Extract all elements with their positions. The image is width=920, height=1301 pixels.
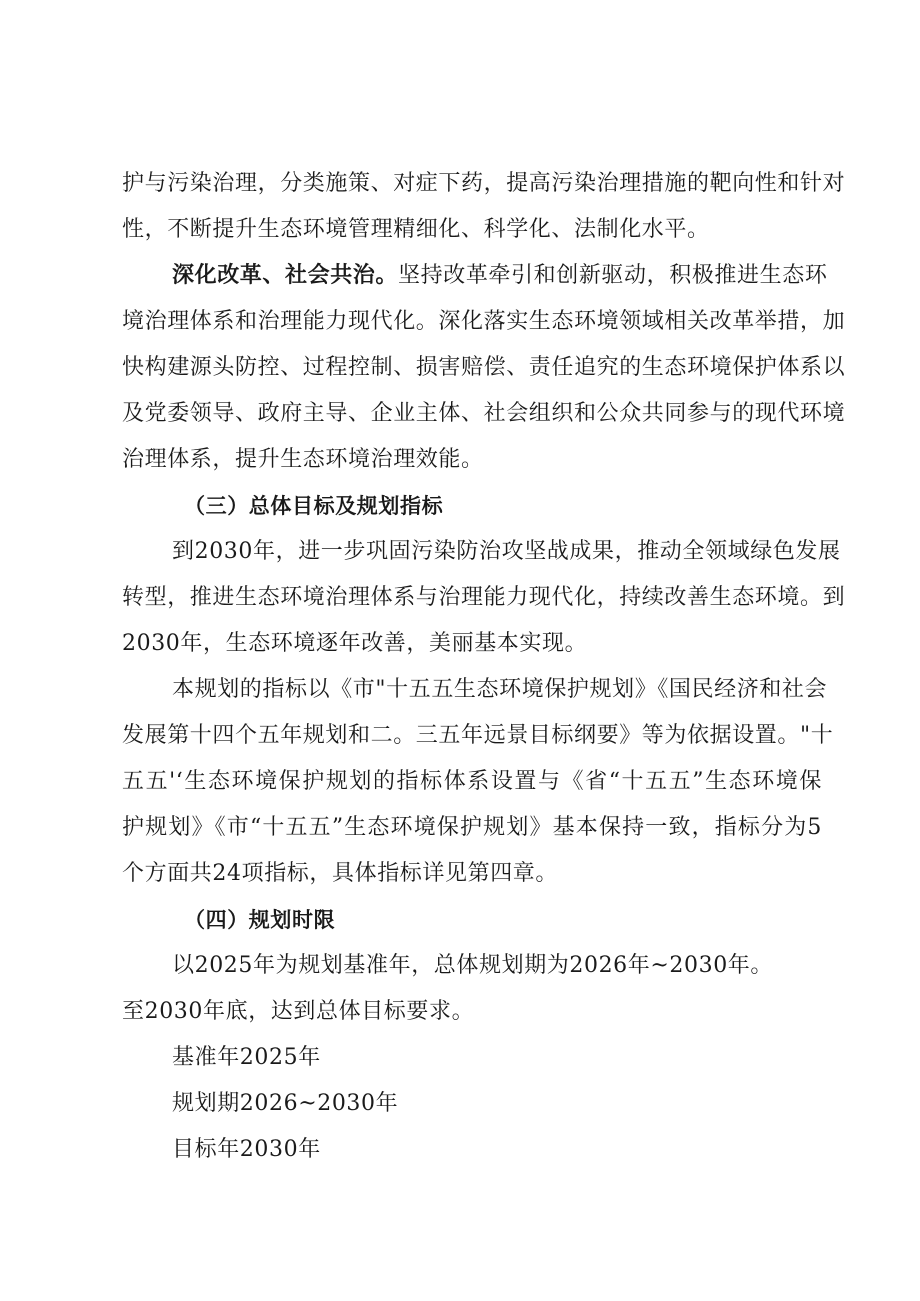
paragraph-line [172,262,828,290]
section-heading: （三）总体目标及规划指标 [184,494,444,518]
target-year: 目标年2030年 [172,1137,321,1162]
base-year: 基准年2025年 [172,1045,321,1070]
paragraph-line: 2030年，生态环境逐年改善，美丽基本实现。 [122,631,588,656]
section-heading: （四）规划时限 [184,908,336,932]
paragraph-line: 本规划的指标以《市"十五五生态环境保护规划》《国民经济和社会 [172,677,828,702]
paragraph-line: 个方面共24项指标，具体指标详见第四章。 [122,861,558,886]
paragraph-line: 到2030年，进一步巩固污染防治攻坚战成果，推动全领域绿色发展 [172,539,841,564]
paragraph-line: 护规划》《市“十五五”生态环境保护规划》基本保持一致，指标分为5 [122,815,822,840]
paragraph-line: 性，不断提升生态环境管理精细化、科学化、法制化水平。 [122,217,710,242]
paragraph-text: 坚持改革牵引和创新驱动，积极推进生态环 [398,263,828,288]
paragraph-lead: 深化改革、社会共治。 [172,263,399,288]
paragraph-line: 治理体系，提升生态环境治理效能。 [122,447,484,472]
paragraph-line: 及党委领导、政府主导、企业主体、社会组织和公众共同参与的现代环境 [122,401,846,426]
paragraph-line: 快构建源头防控、过程控制、损害赔偿、责任追究的生态环境保护体系以 [122,355,846,380]
paragraph-line: 境治理体系和治理能力现代化。深化落实生态环境领域相关改革举措，加 [122,309,846,334]
paragraph-line: 五五'‘生态环境保护规划的指标体系设置与《省“十五五”生态环境保 [122,769,822,794]
paragraph-line: 护与污染治理，分类施策、对症下药，提高污染治理措施的靶向性和针对 [122,171,846,196]
planning-period: 规划期2026~2030年 [172,1091,399,1116]
paragraph-line: 发展第十四个五年规划和二。三五年远景目标纲要》等为依据设置。"十 [122,723,834,748]
paragraph-line: 转型，推进生态环境治理体系与治理能力现代化，持续改善生态环境。到 [122,585,846,610]
paragraph-line: 至2030年底，达到总体目标要求。 [122,999,475,1024]
paragraph-line: 以2025年为规划基准年，总体规划期为2026年~2030年。 [172,953,773,978]
